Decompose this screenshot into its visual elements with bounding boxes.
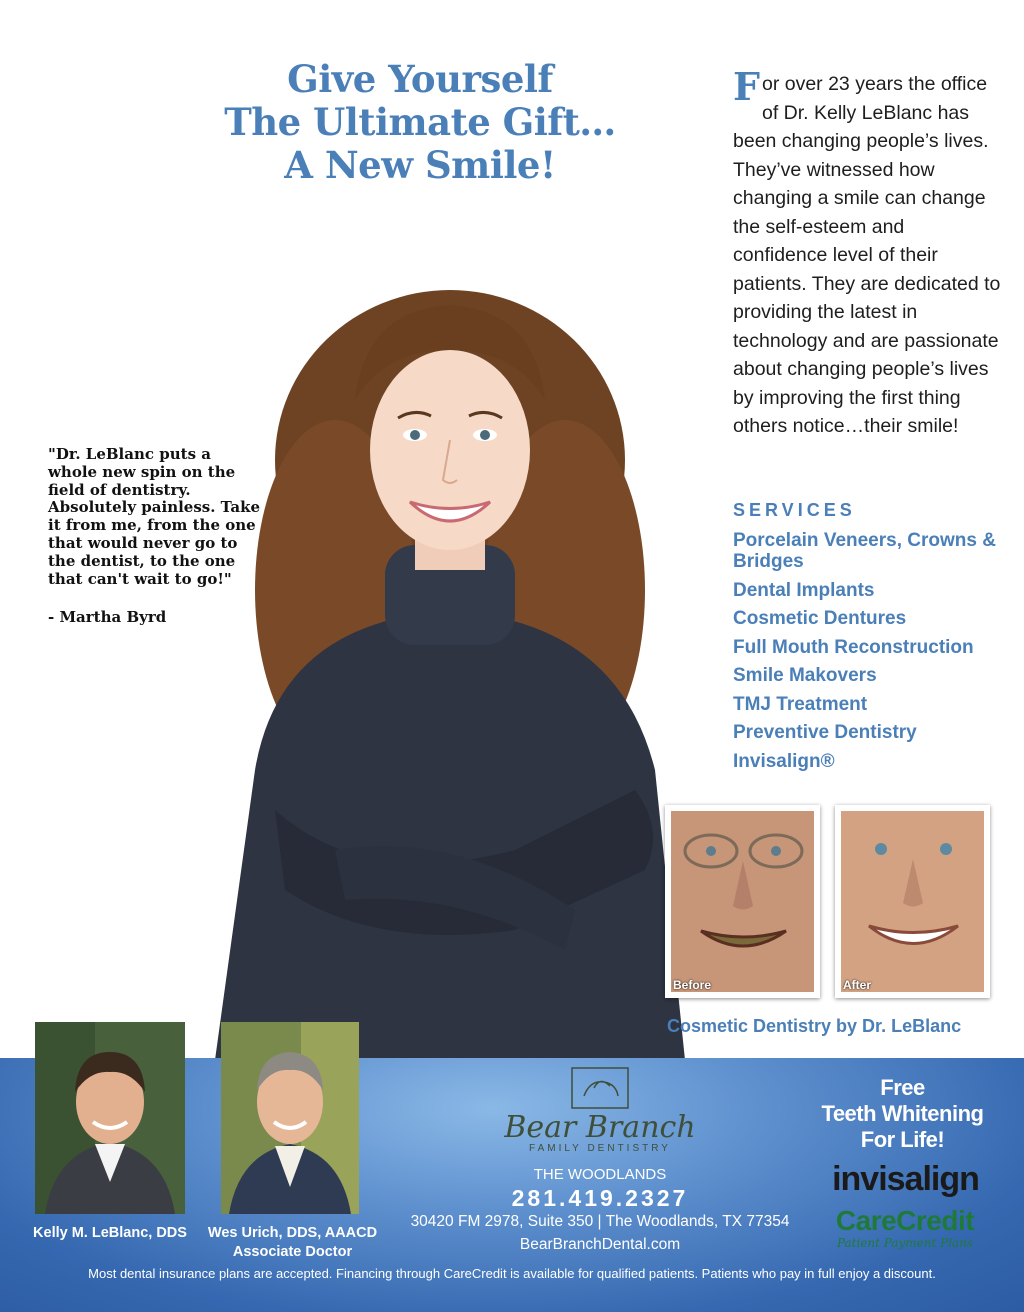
practice-address: 30420 FM 2978, Suite 350 | The Woodlands, TX 77354	[410, 1213, 790, 1230]
testimonial-quote: "Dr. LeBlanc puts a whole new spin on the field of dentistry. Absolutely painless. Take it from me, from the one that would never go to the dentist, to the one that can't wait to go!"	[48, 445, 261, 588]
practice-city: THE WOODLANDS	[533, 1166, 667, 1183]
intro-paragraph	[733, 64, 1003, 441]
service-item: Porcelain Veneers, Crowns & Bridges	[733, 530, 996, 572]
service-item: Preventive Dentistry	[733, 722, 917, 743]
free-whitening-offer	[800, 1075, 1005, 1153]
before-after-caption: Cosmetic Dentistry by Dr. LeBlanc	[667, 1016, 962, 1036]
practice-subtitle: FAMILY DENTISTRY	[529, 1143, 671, 1154]
doctor-name-leblanc: Kelly M. LeBlanc, DDS	[33, 1225, 187, 1241]
carecredit-logo: CareCredit	[835, 1205, 975, 1236]
offer-line-1: Free	[880, 1075, 925, 1100]
model-photo	[215, 290, 685, 1060]
service-item: TMJ Treatment	[733, 693, 868, 715]
service-item: Cosmetic Dentures	[733, 608, 907, 629]
practice-logo	[470, 1066, 730, 1166]
before-label: Before	[673, 978, 712, 992]
service-item: Full Mouth Reconstruction	[733, 636, 974, 658]
after-photo	[835, 805, 990, 998]
intro-text: or over 23 years the office of Dr. Kelly LeBlanc has been changing people’s lives. They’ve witnessed how changing a smile can change the self-esteem and confidence level of their patients. They are dedicated to providing the latest in technology and are passionate about changing people’s lives by improving the first thing others notice…their smile!	[733, 73, 1001, 437]
doctor-title-urich: Associate Doctor	[232, 1244, 353, 1260]
service-item: Dental Implants	[733, 579, 875, 601]
testimonial-author: - Martha Byrd	[48, 608, 167, 626]
headline-line-2: The Ultimate Gift…	[224, 100, 616, 144]
services-list	[733, 530, 1013, 779]
practice-name: Bear Branch	[504, 1110, 696, 1145]
bear-logo-icon	[570, 1066, 630, 1110]
before-face-image	[671, 811, 814, 992]
headline-line-3: A New Smile!	[284, 143, 556, 187]
footer-disclaimer: Most dental insurance plans are accepted. Financing through CareCredit is available for qualified patients. Patients who pay in full enjoy a discount.	[88, 1266, 936, 1281]
carecredit-tagline: Patient Payment Plans	[836, 1236, 974, 1250]
service-item: Invisalign®	[733, 750, 835, 772]
practice-website: BearBranchDental.com	[519, 1236, 681, 1253]
doctor-photo-urich	[221, 1022, 359, 1214]
services-title: SERVICES	[733, 500, 856, 520]
doctor-name-urich: Wes Urich, DDS, AAACD	[207, 1225, 378, 1241]
after-face-image	[841, 811, 984, 992]
intro-dropcap: F	[733, 64, 760, 109]
after-label: After	[843, 978, 872, 992]
doctor-photo-leblanc	[35, 1022, 185, 1214]
practice-phone: 281.419.2327	[511, 1185, 689, 1211]
offer-line-2: Teeth Whitening	[821, 1101, 984, 1126]
before-photo	[665, 805, 820, 998]
offer-line-3: For Life!	[860, 1127, 945, 1152]
service-item: Smile Makovers	[733, 665, 877, 686]
headline	[150, 58, 690, 187]
invisalign-logo: invisalign	[832, 1160, 979, 1198]
headline-line-1: Give Yourself	[287, 57, 553, 101]
